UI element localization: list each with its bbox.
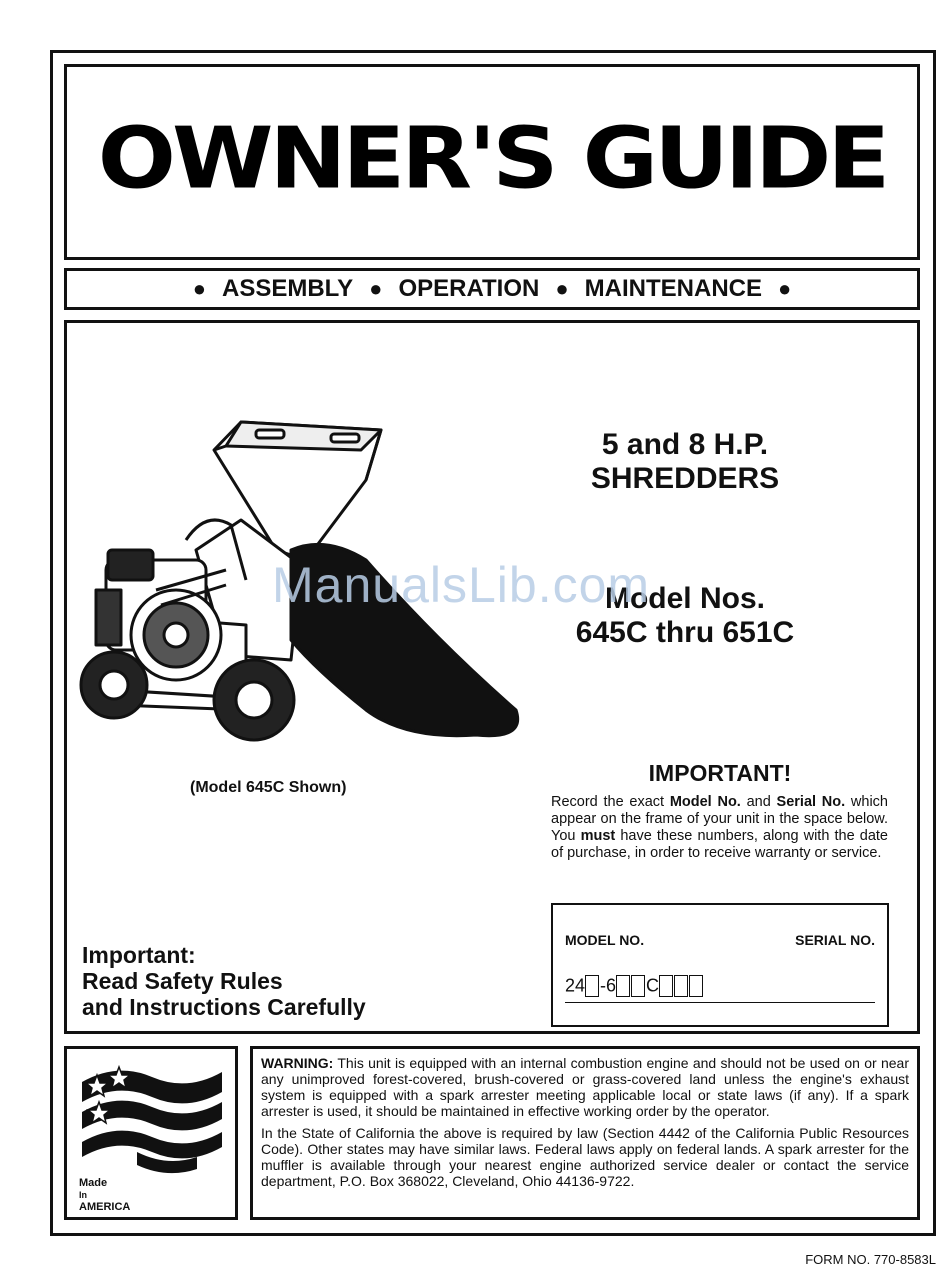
bullet-icon: ● [192, 276, 206, 301]
serial-no-bold: Serial No. [776, 794, 846, 810]
warning-paragraph-2: In the State of California the above is required by law (Section 4442 of the California Public Resources Code). Other states may have similar laws. Federal laws apply on federal lands. A spark arrester for the muffler is available through your nearest engine authorized service dealer or contact the service department, P.O. Box 368022, Cleveland, Ohio 44136-9722. [261, 1125, 909, 1189]
form-number: FORM NO. 770-8583L [805, 1252, 936, 1267]
model-no-field[interactable]: 24 -6 C [565, 975, 704, 997]
model-digit-box[interactable] [631, 975, 645, 997]
model-no-label: MODEL NO. [565, 932, 645, 948]
bullet-icon: ● [777, 276, 792, 301]
must-bold: must [580, 828, 616, 844]
subtitle-bar [64, 268, 920, 310]
serial-no-label: SERIAL NO. [795, 932, 875, 948]
bullet-icon: ● [369, 276, 383, 301]
model-digit-box[interactable] [689, 975, 703, 997]
watermark: ManualsLib.com [272, 557, 651, 613]
subtitle-operation: OPERATION [398, 275, 540, 302]
product-type: SHREDDERS [590, 462, 780, 495]
warning-box [250, 1046, 920, 1220]
model-serial-record-box [551, 903, 889, 1027]
record-instructions: Record the exact Model No. and Serial No. which appear on the frame of your unit in the space below. You must have these numbers, along with the date of purchase, in order to receive warranty or service. [551, 794, 888, 861]
product-heading [520, 428, 850, 496]
made-in-america-box [64, 1046, 238, 1220]
title-box [64, 64, 920, 260]
record-underline [565, 1002, 875, 1003]
model-digit-box[interactable] [674, 975, 688, 997]
made-in-america-text: Made In AMERICA [79, 1177, 131, 1213]
model-range: 645C thru 651C [575, 616, 795, 649]
shredder-illustration [76, 410, 536, 760]
bullet-icon: ● [555, 276, 569, 301]
model-digit-box[interactable] [585, 975, 599, 997]
hp-rating: 5 and 8 H.P. [601, 428, 769, 461]
safety-note: Important: Read Safety Rules and Instructions Carefully [82, 942, 366, 1020]
american-flag-icon [77, 1057, 227, 1177]
image-caption: (Model 645C Shown) [190, 779, 347, 796]
warning-label: WARNING: [261, 1055, 334, 1071]
model-nos-label: Model Nos. [604, 582, 765, 615]
important-heading: IMPORTANT! [648, 760, 792, 786]
subtitle-assembly: ASSEMBLY [222, 275, 354, 302]
model-digit-box[interactable] [616, 975, 630, 997]
model-no-bold: Model No. [669, 794, 741, 810]
model-digit-box[interactable] [659, 975, 673, 997]
warning-paragraph-1: WARNING: This unit is equipped with an internal combustion engine and should not be used on or near any unimproved forest-covered, brush-covered or grass-covered land unless the engine's exhaust system is equipped with a spark arrester meeting applicable local or state laws (if any). If a spark arrester is used, it should be maintained in effective working order by the operator. [261, 1055, 909, 1119]
model-heading [520, 582, 850, 650]
subtitle-maintenance: MAINTENANCE [584, 275, 762, 302]
guide-title: OWNER'S GUIDE [97, 109, 887, 208]
